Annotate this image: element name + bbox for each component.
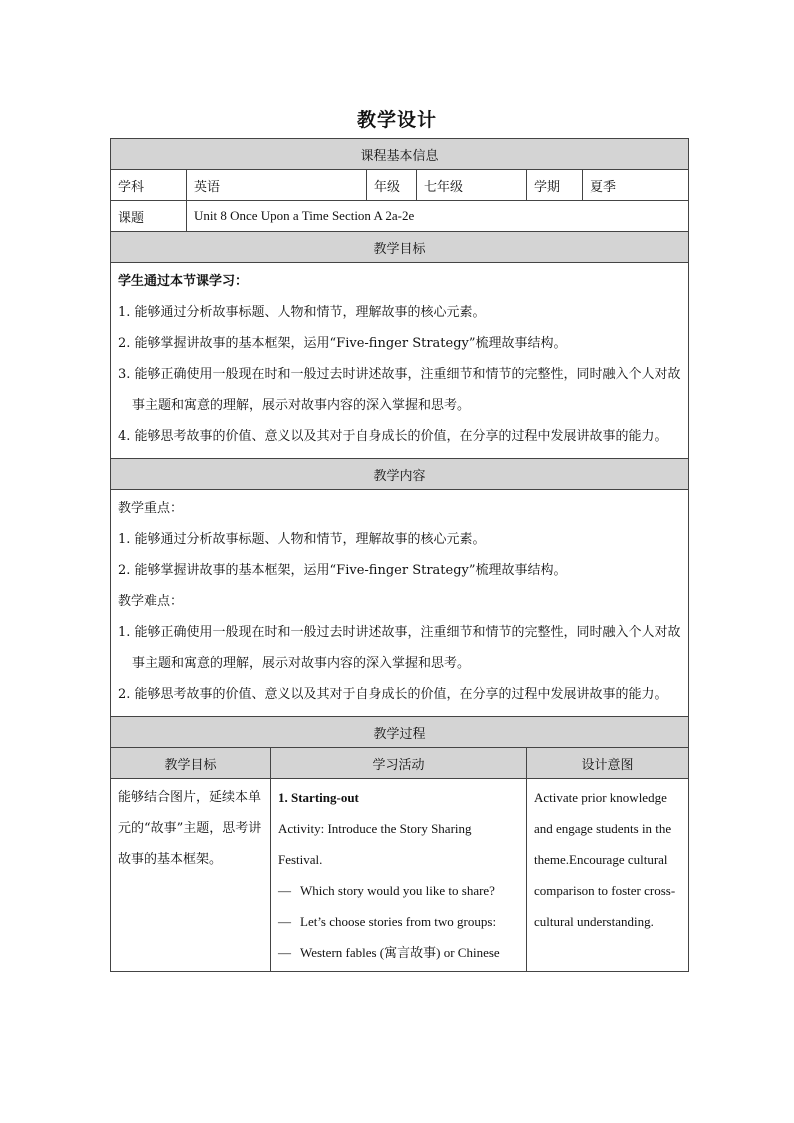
lesson-plan-table [110, 138, 689, 972]
dash-mark: — [278, 945, 291, 960]
objective-item: 4. 能够思考故事的价值、意义以及其对于自身成长的价值，在分享的过程中发展讲故事的能力。 [118, 429, 668, 444]
col-header-goal: 教学目标 [111, 748, 271, 779]
content-body [111, 490, 689, 717]
process-header: 教学过程 [111, 717, 689, 748]
activity-point [278, 937, 519, 968]
process-intent-cell [527, 779, 689, 972]
objectives-body [111, 263, 689, 459]
topic-label: 课题 [111, 201, 187, 232]
key-points-label: 教学重点： [118, 501, 184, 516]
topic-value: Unit 8 Once Upon a Time Section A 2a-2e [187, 201, 689, 232]
subject-label: 学科 [111, 170, 187, 201]
key-point-item: 2. 能够掌握讲故事的基本框架，运用“Five-finger Strategy”梳理故事结构。 [118, 563, 567, 578]
activity-intro: Activity: Introduce the Story Sharing Festival. [278, 821, 472, 867]
subject-value: 英语 [187, 170, 367, 201]
objectives-intro: 学生通过本节课学习： [118, 274, 249, 289]
col-header-activity: 学习活动 [271, 748, 527, 779]
col-header-intent: 设计意图 [527, 748, 689, 779]
term-label: 学期 [527, 170, 583, 201]
difficult-point-item: 1. 能够正确使用一般现在时和一般过去时讲述故事，注重细节和情节的完整性，同时融入个人对故事主题和寓意的理解，展示对故事内容的深入掌握和思考。 [118, 625, 681, 671]
objective-item: 1. 能够通过分析故事标题、人物和情节，理解故事的核心元素。 [118, 305, 486, 320]
activity-point-text: Western fables (寓言故事) or Chinese [300, 945, 500, 960]
dash-mark: — [278, 883, 291, 898]
objectives-header: 教学目标 [111, 232, 689, 263]
grade-value: 七年级 [417, 170, 527, 201]
objective-item: 3. 能够正确使用一般现在时和一般过去时讲述故事，注重细节和情节的完整性，同时融入个人对故事主题和寓意的理解，展示对故事内容的深入掌握和思考。 [118, 367, 681, 413]
activity-point [278, 906, 519, 937]
process-intent-text: Activate prior knowledge and engage students in the theme.Encourage cultural comparison to foster cross-cultural understanding. [534, 790, 676, 929]
term-value: 夏季 [583, 170, 689, 201]
dash-mark: — [278, 914, 291, 929]
difficult-points-label: 教学难点： [118, 594, 184, 609]
activity-title: 1. Starting-out [278, 790, 359, 805]
basic-info-header: 课程基本信息 [111, 139, 689, 170]
activity-point-text: Which story would you like to share? [300, 883, 495, 898]
difficult-point-item: 2. 能够思考故事的价值、意义以及其对于自身成长的价值，在分享的过程中发展讲故事的能力。 [118, 687, 668, 702]
activity-point-text: Let’s choose stories from two groups: [300, 914, 497, 929]
activity-point [278, 875, 519, 906]
process-goal-cell [111, 779, 271, 972]
content-header: 教学内容 [111, 459, 689, 490]
process-goal-text: 能够结合图片，延续本单元的“故事”主题，思考讲故事的基本框架。 [118, 790, 262, 867]
process-activity-cell [271, 779, 527, 972]
key-point-item: 1. 能够通过分析故事标题、人物和情节，理解故事的核心元素。 [118, 532, 486, 547]
objective-item: 2. 能够掌握讲故事的基本框架，运用“Five-finger Strategy”梳理故事结构。 [118, 336, 567, 351]
grade-label: 年级 [367, 170, 417, 201]
page-title: 教学设计 [356, 109, 437, 131]
